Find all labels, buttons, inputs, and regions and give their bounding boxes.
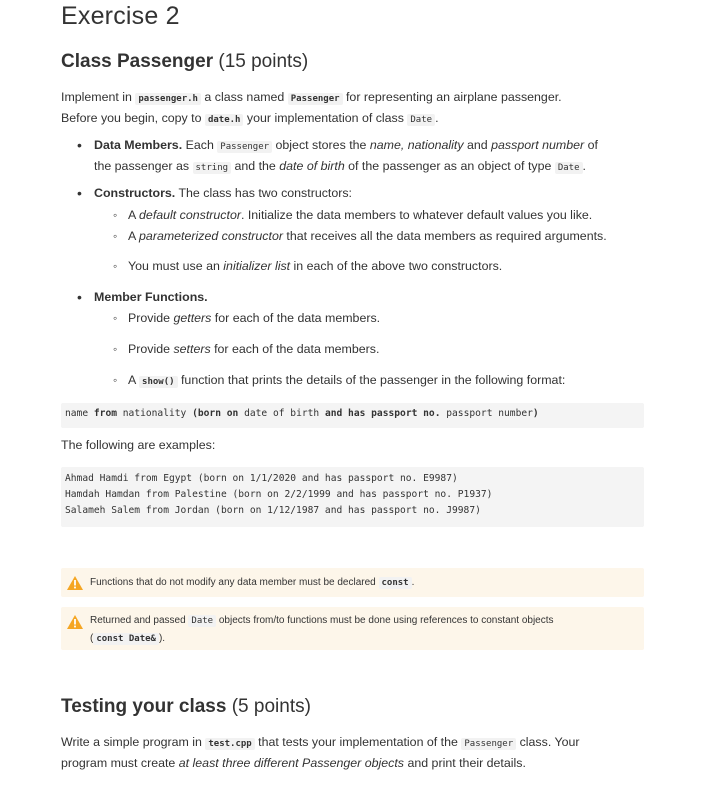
section-heading-text: Testing your class [61,696,227,717]
warning-icon [67,615,83,629]
note-text: Functions that do not modify any data member must be declared const . [90,577,415,588]
data-members-bullet: • Data Members. Each Passenger object stores the name, nationality and passport number of the passenger as string and the date of birth of the passenger as an object of type Date . [94,136,642,178]
warning-icon [67,576,83,590]
example-line: Hamdah Hamdan from Palestine (born on 2/2/1999 and has passport no. P1937) [65,489,493,500]
file-name: passenger.h [135,93,201,105]
testing-paragraph: Write a simple program in test.cpp that tests your implementation of the Passenger class. Your program must create at least three different Passenger objects and print their details. [61,735,580,770]
class-name: Date [407,114,435,126]
intro-paragraph: Implement in passenger.h a class named Passenger for representing an airplane passenger. Before you begin, copy to date.h your implementation of class Date . [61,90,562,125]
examples-code-block [61,467,644,527]
note-const-functions [61,568,644,597]
section-heading-text: Class Passenger [61,51,214,72]
constructor-item: ◦ A default constructor. Initialize the data members to whatever default values you like. [128,206,648,225]
file-name: date.h [205,114,244,126]
exercise-title: Exercise 2 [61,2,180,30]
example-line: Salameh Salem from Jordan (born on 1/12/1987 and has passport no. J9987) [65,505,481,516]
section-heading-class-passenger [61,51,308,73]
format-line: name from nationality (born on date of birth and has passport no. passport number) [65,408,539,419]
member-functions-bullet: • Member Functions. [94,288,642,307]
member-function-item: ◦ Provide getters for each of the data members. [128,309,648,328]
examples-label: The following are examples: [61,438,216,452]
constructors-bullet: • Constructors. The class has two constructors: [94,184,642,203]
section-points: (5 points) [231,696,311,717]
member-function-item: ◦ A show() function that prints the details of the passenger in the following format: [128,371,648,392]
section-heading-testing [61,696,311,718]
file-name: test.cpp [205,738,254,750]
class-name: Passenger [461,738,516,750]
member-function-item: ◦ Provide setters for each of the data members. [128,340,648,359]
section-points: (15 points) [218,51,309,72]
class-name: Passenger [288,93,343,105]
constructor-item: ◦ You must use an initializer list in each of the above two constructors. [128,257,648,276]
example-line: Ahmad Hamdi from Egypt (born on 1/1/2020 and has passport no. E9987) [65,473,458,484]
note-date-references [61,607,644,650]
constructor-item: ◦ A parameterized constructor that receives all the data members as required arguments. [128,227,648,246]
note-text: Returned and passed Date objects from/to functions must be done using references to constant objects ( const Date& ). [90,615,554,644]
format-code-block [61,403,644,428]
